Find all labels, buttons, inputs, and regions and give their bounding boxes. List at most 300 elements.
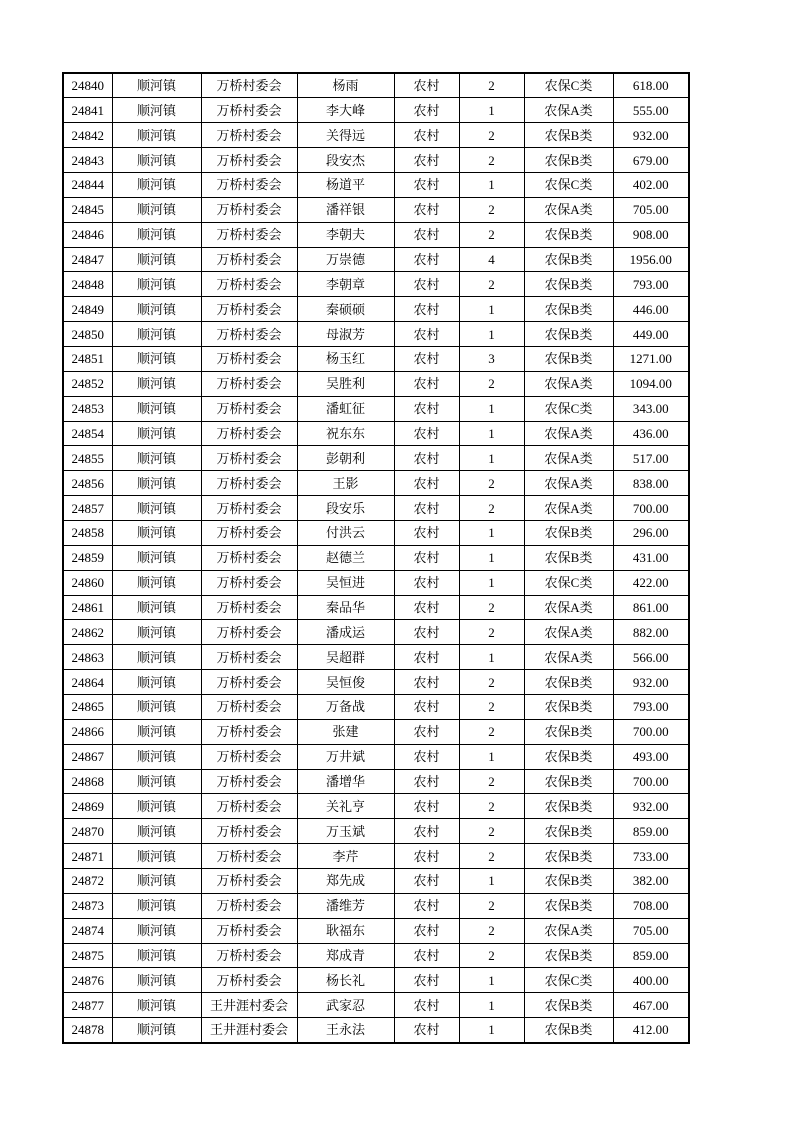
cell-insurance_category: 农保B类 [524, 993, 613, 1018]
cell-amount: 908.00 [613, 222, 689, 247]
table-row [63, 222, 689, 247]
table-row [63, 893, 689, 918]
cell-count: 1 [459, 645, 524, 670]
cell-amount: 700.00 [613, 769, 689, 794]
cell-count: 2 [459, 844, 524, 869]
cell-residence_type: 农村 [394, 222, 459, 247]
table-row [63, 744, 689, 769]
cell-town: 顺河镇 [112, 595, 201, 620]
cell-town: 顺河镇 [112, 620, 201, 645]
table-body [63, 73, 689, 1043]
cell-amount: 400.00 [613, 968, 689, 993]
cell-residence_type: 农村 [394, 869, 459, 894]
cell-town: 顺河镇 [112, 744, 201, 769]
cell-insurance_category: 农保A类 [524, 471, 613, 496]
cell-name: 杨玉红 [297, 346, 394, 371]
cell-insurance_category: 农保B类 [524, 794, 613, 819]
cell-residence_type: 农村 [394, 893, 459, 918]
cell-count: 1 [459, 421, 524, 446]
cell-amount: 449.00 [613, 322, 689, 347]
cell-insurance_category: 农保C类 [524, 73, 613, 98]
cell-village: 万桥村委会 [201, 421, 297, 446]
cell-town: 顺河镇 [112, 346, 201, 371]
cell-residence_type: 农村 [394, 620, 459, 645]
cell-insurance_category: 农保A类 [524, 197, 613, 222]
cell-insurance_category: 农保A类 [524, 918, 613, 943]
cell-insurance_category: 农保B类 [524, 148, 613, 173]
cell-town: 顺河镇 [112, 172, 201, 197]
cell-id: 24842 [63, 123, 112, 148]
cell-count: 2 [459, 595, 524, 620]
cell-insurance_category: 农保A类 [524, 620, 613, 645]
cell-name: 李朝夫 [297, 222, 394, 247]
cell-insurance_category: 农保B类 [524, 943, 613, 968]
cell-name: 万备战 [297, 694, 394, 719]
cell-residence_type: 农村 [394, 943, 459, 968]
cell-town: 顺河镇 [112, 844, 201, 869]
cell-town: 顺河镇 [112, 272, 201, 297]
cell-village: 万桥村委会 [201, 570, 297, 595]
cell-id: 24878 [63, 1018, 112, 1043]
cell-village: 万桥村委会 [201, 943, 297, 968]
cell-village: 万桥村委会 [201, 371, 297, 396]
cell-town: 顺河镇 [112, 148, 201, 173]
cell-village: 万桥村委会 [201, 744, 297, 769]
cell-village: 万桥村委会 [201, 197, 297, 222]
cell-name: 郑先成 [297, 869, 394, 894]
cell-count: 3 [459, 346, 524, 371]
cell-town: 顺河镇 [112, 471, 201, 496]
cell-id: 24858 [63, 520, 112, 545]
cell-amount: 708.00 [613, 893, 689, 918]
table-row [63, 496, 689, 521]
cell-name: 吴胜利 [297, 371, 394, 396]
cell-village: 万桥村委会 [201, 694, 297, 719]
cell-id: 24855 [63, 446, 112, 471]
cell-amount: 517.00 [613, 446, 689, 471]
cell-town: 顺河镇 [112, 794, 201, 819]
cell-name: 杨雨 [297, 73, 394, 98]
table-row [63, 197, 689, 222]
table-row [63, 247, 689, 272]
cell-insurance_category: 农保B类 [524, 123, 613, 148]
table-row [63, 719, 689, 744]
cell-count: 2 [459, 694, 524, 719]
cell-name: 万崇德 [297, 247, 394, 272]
cell-town: 顺河镇 [112, 769, 201, 794]
cell-town: 顺河镇 [112, 396, 201, 421]
cell-amount: 705.00 [613, 197, 689, 222]
cell-insurance_category: 农保C类 [524, 172, 613, 197]
cell-insurance_category: 农保B类 [524, 844, 613, 869]
cell-residence_type: 农村 [394, 694, 459, 719]
cell-id: 24856 [63, 471, 112, 496]
cell-count: 2 [459, 222, 524, 247]
cell-id: 24860 [63, 570, 112, 595]
cell-village: 万桥村委会 [201, 869, 297, 894]
cell-id: 24847 [63, 247, 112, 272]
cell-town: 顺河镇 [112, 943, 201, 968]
cell-count: 2 [459, 918, 524, 943]
cell-town: 顺河镇 [112, 819, 201, 844]
cell-name: 王永法 [297, 1018, 394, 1043]
cell-residence_type: 农村 [394, 73, 459, 98]
cell-name: 吴超群 [297, 645, 394, 670]
cell-residence_type: 农村 [394, 172, 459, 197]
cell-id: 24850 [63, 322, 112, 347]
table-row [63, 396, 689, 421]
cell-village: 万桥村委会 [201, 297, 297, 322]
cell-residence_type: 农村 [394, 371, 459, 396]
cell-id: 24843 [63, 148, 112, 173]
cell-count: 2 [459, 496, 524, 521]
cell-name: 付洪云 [297, 520, 394, 545]
cell-insurance_category: 农保B类 [524, 346, 613, 371]
cell-insurance_category: 农保C类 [524, 396, 613, 421]
cell-name: 关得远 [297, 123, 394, 148]
cell-amount: 838.00 [613, 471, 689, 496]
cell-name: 彭朝利 [297, 446, 394, 471]
cell-town: 顺河镇 [112, 421, 201, 446]
cell-count: 2 [459, 148, 524, 173]
table-row [63, 346, 689, 371]
cell-village: 万桥村委会 [201, 645, 297, 670]
cell-id: 24871 [63, 844, 112, 869]
cell-amount: 882.00 [613, 620, 689, 645]
table-row [63, 371, 689, 396]
cell-town: 顺河镇 [112, 222, 201, 247]
cell-village: 万桥村委会 [201, 794, 297, 819]
cell-village: 万桥村委会 [201, 968, 297, 993]
cell-residence_type: 农村 [394, 993, 459, 1018]
cell-insurance_category: 农保B类 [524, 744, 613, 769]
cell-count: 1 [459, 993, 524, 1018]
cell-count: 2 [459, 272, 524, 297]
cell-name: 段安杰 [297, 148, 394, 173]
cell-residence_type: 农村 [394, 719, 459, 744]
cell-residence_type: 农村 [394, 148, 459, 173]
cell-village: 万桥村委会 [201, 272, 297, 297]
table-row [63, 1018, 689, 1043]
cell-id: 24845 [63, 197, 112, 222]
cell-count: 2 [459, 73, 524, 98]
cell-name: 潘成运 [297, 620, 394, 645]
table-row [63, 98, 689, 123]
cell-id: 24868 [63, 769, 112, 794]
cell-insurance_category: 农保A类 [524, 496, 613, 521]
table-row [63, 844, 689, 869]
cell-name: 杨道平 [297, 172, 394, 197]
cell-town: 顺河镇 [112, 993, 201, 1018]
table-row [63, 148, 689, 173]
cell-amount: 859.00 [613, 819, 689, 844]
table-row [63, 918, 689, 943]
cell-village: 万桥村委会 [201, 172, 297, 197]
cell-village: 万桥村委会 [201, 819, 297, 844]
cell-residence_type: 农村 [394, 968, 459, 993]
cell-name: 万玉斌 [297, 819, 394, 844]
cell-town: 顺河镇 [112, 520, 201, 545]
cell-name: 杨长礼 [297, 968, 394, 993]
cell-residence_type: 农村 [394, 819, 459, 844]
cell-town: 顺河镇 [112, 968, 201, 993]
cell-name: 秦品华 [297, 595, 394, 620]
cell-town: 顺河镇 [112, 670, 201, 695]
cell-residence_type: 农村 [394, 272, 459, 297]
cell-residence_type: 农村 [394, 769, 459, 794]
cell-count: 1 [459, 322, 524, 347]
cell-town: 顺河镇 [112, 869, 201, 894]
cell-amount: 566.00 [613, 645, 689, 670]
cell-village: 万桥村委会 [201, 769, 297, 794]
table-row [63, 769, 689, 794]
cell-amount: 733.00 [613, 844, 689, 869]
cell-amount: 493.00 [613, 744, 689, 769]
cell-name: 武家忍 [297, 993, 394, 1018]
cell-amount: 296.00 [613, 520, 689, 545]
cell-amount: 402.00 [613, 172, 689, 197]
cell-village: 万桥村委会 [201, 148, 297, 173]
cell-count: 4 [459, 247, 524, 272]
cell-town: 顺河镇 [112, 694, 201, 719]
cell-amount: 1094.00 [613, 371, 689, 396]
cell-residence_type: 农村 [394, 396, 459, 421]
cell-id: 24861 [63, 595, 112, 620]
cell-id: 24870 [63, 819, 112, 844]
cell-count: 2 [459, 620, 524, 645]
cell-residence_type: 农村 [394, 197, 459, 222]
cell-village: 万桥村委会 [201, 545, 297, 570]
cell-village: 王井涯村委会 [201, 1018, 297, 1043]
cell-count: 1 [459, 396, 524, 421]
cell-amount: 422.00 [613, 570, 689, 595]
cell-id: 24864 [63, 670, 112, 695]
cell-insurance_category: 农保A类 [524, 595, 613, 620]
cell-insurance_category: 农保B类 [524, 719, 613, 744]
cell-name: 潘增华 [297, 769, 394, 794]
table-row [63, 297, 689, 322]
cell-name: 潘维芳 [297, 893, 394, 918]
cell-village: 万桥村委会 [201, 670, 297, 695]
cell-town: 顺河镇 [112, 98, 201, 123]
cell-insurance_category: 农保B类 [524, 545, 613, 570]
cell-town: 顺河镇 [112, 247, 201, 272]
cell-amount: 382.00 [613, 869, 689, 894]
cell-residence_type: 农村 [394, 744, 459, 769]
cell-id: 24851 [63, 346, 112, 371]
cell-residence_type: 农村 [394, 496, 459, 521]
cell-insurance_category: 农保A类 [524, 371, 613, 396]
cell-amount: 932.00 [613, 794, 689, 819]
table-row [63, 446, 689, 471]
cell-amount: 700.00 [613, 719, 689, 744]
cell-name: 赵德兰 [297, 545, 394, 570]
cell-town: 顺河镇 [112, 371, 201, 396]
cell-residence_type: 农村 [394, 247, 459, 272]
cell-name: 秦硕硕 [297, 297, 394, 322]
table-row [63, 670, 689, 695]
table-row [63, 272, 689, 297]
cell-village: 万桥村委会 [201, 346, 297, 371]
cell-id: 24863 [63, 645, 112, 670]
cell-count: 1 [459, 545, 524, 570]
cell-amount: 705.00 [613, 918, 689, 943]
cell-id: 24865 [63, 694, 112, 719]
cell-name: 潘虹征 [297, 396, 394, 421]
records-table [62, 72, 690, 1044]
cell-count: 2 [459, 471, 524, 496]
cell-amount: 793.00 [613, 272, 689, 297]
cell-name: 祝东东 [297, 421, 394, 446]
cell-residence_type: 农村 [394, 446, 459, 471]
table-row [63, 993, 689, 1018]
cell-residence_type: 农村 [394, 520, 459, 545]
cell-village: 万桥村委会 [201, 893, 297, 918]
cell-village: 万桥村委会 [201, 98, 297, 123]
table-row [63, 545, 689, 570]
cell-residence_type: 农村 [394, 595, 459, 620]
cell-count: 1 [459, 1018, 524, 1043]
cell-town: 顺河镇 [112, 496, 201, 521]
cell-count: 2 [459, 123, 524, 148]
cell-residence_type: 农村 [394, 297, 459, 322]
table-row [63, 943, 689, 968]
cell-name: 耿福东 [297, 918, 394, 943]
cell-residence_type: 农村 [394, 421, 459, 446]
cell-id: 24877 [63, 993, 112, 1018]
cell-amount: 343.00 [613, 396, 689, 421]
cell-village: 万桥村委会 [201, 322, 297, 347]
table-row [63, 322, 689, 347]
cell-residence_type: 农村 [394, 123, 459, 148]
cell-amount: 618.00 [613, 73, 689, 98]
cell-amount: 793.00 [613, 694, 689, 719]
cell-name: 李芹 [297, 844, 394, 869]
table-row [63, 794, 689, 819]
cell-residence_type: 农村 [394, 918, 459, 943]
cell-name: 李大峰 [297, 98, 394, 123]
cell-residence_type: 农村 [394, 844, 459, 869]
table-row [63, 172, 689, 197]
cell-residence_type: 农村 [394, 322, 459, 347]
cell-town: 顺河镇 [112, 918, 201, 943]
cell-id: 24857 [63, 496, 112, 521]
cell-town: 顺河镇 [112, 893, 201, 918]
cell-count: 2 [459, 197, 524, 222]
cell-village: 万桥村委会 [201, 620, 297, 645]
cell-id: 24854 [63, 421, 112, 446]
table-row [63, 471, 689, 496]
cell-town: 顺河镇 [112, 123, 201, 148]
cell-town: 顺河镇 [112, 545, 201, 570]
cell-id: 24866 [63, 719, 112, 744]
cell-id: 24840 [63, 73, 112, 98]
cell-amount: 932.00 [613, 670, 689, 695]
cell-town: 顺河镇 [112, 1018, 201, 1043]
cell-amount: 1271.00 [613, 346, 689, 371]
cell-town: 顺河镇 [112, 297, 201, 322]
cell-name: 王影 [297, 471, 394, 496]
cell-insurance_category: 农保B类 [524, 670, 613, 695]
cell-village: 万桥村委会 [201, 918, 297, 943]
cell-town: 顺河镇 [112, 73, 201, 98]
cell-insurance_category: 农保B类 [524, 869, 613, 894]
cell-residence_type: 农村 [394, 645, 459, 670]
cell-village: 万桥村委会 [201, 247, 297, 272]
table-row [63, 595, 689, 620]
cell-count: 2 [459, 670, 524, 695]
cell-id: 24849 [63, 297, 112, 322]
cell-amount: 679.00 [613, 148, 689, 173]
cell-residence_type: 农村 [394, 346, 459, 371]
cell-count: 2 [459, 371, 524, 396]
cell-amount: 1956.00 [613, 247, 689, 272]
cell-residence_type: 农村 [394, 1018, 459, 1043]
table-row [63, 869, 689, 894]
cell-village: 王井涯村委会 [201, 993, 297, 1018]
table-row [63, 819, 689, 844]
cell-insurance_category: 农保B类 [524, 819, 613, 844]
cell-insurance_category: 农保A类 [524, 446, 613, 471]
cell-village: 万桥村委会 [201, 496, 297, 521]
cell-name: 段安乐 [297, 496, 394, 521]
cell-insurance_category: 农保B类 [524, 520, 613, 545]
cell-count: 1 [459, 297, 524, 322]
cell-id: 24853 [63, 396, 112, 421]
cell-insurance_category: 农保B类 [524, 272, 613, 297]
cell-name: 郑成青 [297, 943, 394, 968]
cell-amount: 861.00 [613, 595, 689, 620]
cell-id: 24844 [63, 172, 112, 197]
cell-count: 2 [459, 769, 524, 794]
cell-amount: 700.00 [613, 496, 689, 521]
table-row [63, 620, 689, 645]
cell-count: 2 [459, 943, 524, 968]
cell-amount: 436.00 [613, 421, 689, 446]
cell-count: 1 [459, 744, 524, 769]
cell-count: 1 [459, 570, 524, 595]
cell-insurance_category: 农保B类 [524, 1018, 613, 1043]
cell-id: 24867 [63, 744, 112, 769]
cell-residence_type: 农村 [394, 794, 459, 819]
cell-village: 万桥村委会 [201, 222, 297, 247]
cell-residence_type: 农村 [394, 570, 459, 595]
cell-id: 24848 [63, 272, 112, 297]
cell-insurance_category: 农保B类 [524, 297, 613, 322]
cell-count: 2 [459, 819, 524, 844]
cell-residence_type: 农村 [394, 471, 459, 496]
cell-village: 万桥村委会 [201, 520, 297, 545]
cell-name: 潘祥银 [297, 197, 394, 222]
cell-count: 1 [459, 520, 524, 545]
cell-count: 1 [459, 98, 524, 123]
cell-insurance_category: 农保B类 [524, 322, 613, 347]
cell-count: 1 [459, 968, 524, 993]
table-row [63, 73, 689, 98]
cell-count: 2 [459, 893, 524, 918]
cell-village: 万桥村委会 [201, 446, 297, 471]
table-row [63, 968, 689, 993]
cell-insurance_category: 农保C类 [524, 570, 613, 595]
cell-id: 24862 [63, 620, 112, 645]
cell-name: 吴恒进 [297, 570, 394, 595]
cell-count: 2 [459, 719, 524, 744]
cell-amount: 932.00 [613, 123, 689, 148]
cell-village: 万桥村委会 [201, 396, 297, 421]
cell-amount: 431.00 [613, 545, 689, 570]
cell-count: 2 [459, 794, 524, 819]
cell-residence_type: 农村 [394, 98, 459, 123]
